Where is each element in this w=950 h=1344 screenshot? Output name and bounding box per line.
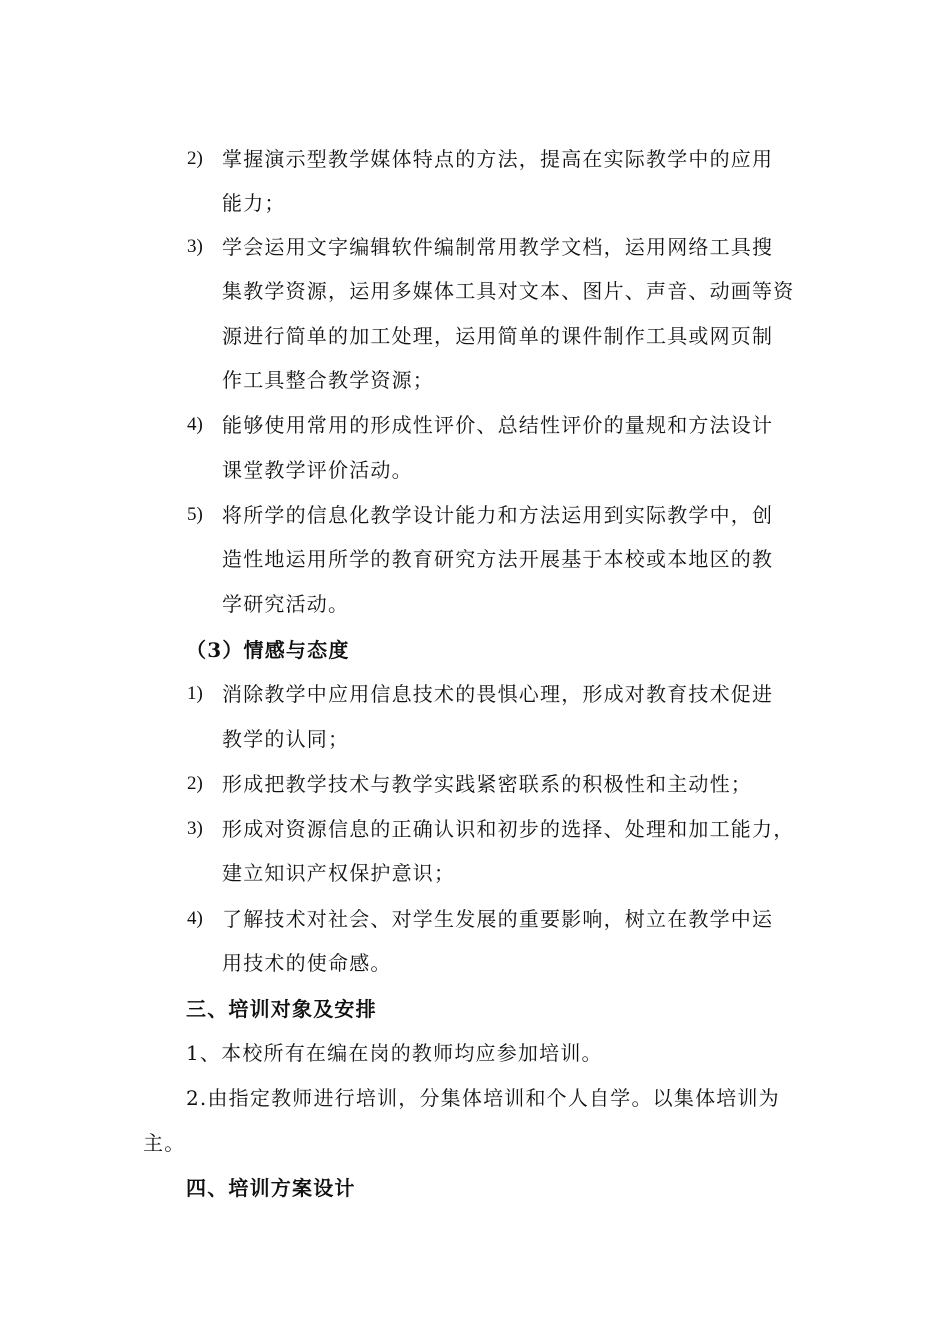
list-item-text: 能够使用常用的形成性评价、总结性评价的量规和方法设计 bbox=[222, 413, 774, 437]
list-number: 3) bbox=[187, 236, 203, 257]
list-item-text: 了解技术对社会、对学生发展的重要影响，树立在教学中运 bbox=[222, 907, 774, 931]
list-item-text: 作工具整合教学资源； bbox=[222, 368, 434, 392]
list-number: 4) bbox=[187, 414, 203, 435]
list-item-text: 用技术的使命感。 bbox=[222, 951, 392, 975]
list-item-text: 掌握演示型教学媒体特点的方法，提高在实际教学中的应用 bbox=[222, 147, 774, 171]
list-number: 5) bbox=[187, 504, 203, 525]
paragraph: 1、本校所有在编在岗的教师均应参加培训。 bbox=[186, 1041, 603, 1065]
list-item-text: 教学的认同； bbox=[222, 727, 350, 751]
list-number: 2) bbox=[187, 773, 203, 794]
list-item-text: 学会运用文字编辑软件编制常用教学文档，运用网络工具搜 bbox=[222, 235, 774, 259]
list-item-text: 消除教学中应用信息技术的畏惧心理，形成对教育技术促进 bbox=[222, 682, 774, 706]
list-number: 1) bbox=[187, 683, 203, 704]
list-item-text: 课堂教学评价活动。 bbox=[222, 458, 413, 482]
section-heading: 三、培训对象及安排 bbox=[186, 997, 377, 1021]
list-item-text: 集教学资源，运用多媒体工具对文本、图片、声音、动画等资 bbox=[222, 279, 795, 303]
list-item-text: 将所学的信息化教学设计能力和方法运用到实际教学中，创 bbox=[222, 503, 774, 527]
list-item-text: 学研究活动。 bbox=[222, 592, 350, 616]
section-heading: 四、培训方案设计 bbox=[186, 1176, 356, 1200]
list-item-text: 形成把教学技术与教学实践紧密联系的积极性和主动性； bbox=[222, 772, 752, 796]
list-item-text: 形成对资源信息的正确认识和初步的选择、处理和加工能力， bbox=[222, 817, 795, 841]
list-number: 2) bbox=[187, 148, 203, 169]
list-number: 4) bbox=[187, 908, 203, 929]
list-item-text: 源进行简单的加工处理，运用简单的课件制作工具或网页制 bbox=[222, 324, 774, 348]
subsection-heading: （3）情感与态度 bbox=[186, 638, 350, 662]
list-item-text: 造性地运用所学的教育研究方法开展基于本校或本地区的教 bbox=[222, 547, 774, 571]
paragraph: 2.由指定教师进行培训，分集体培训和个人自学。以集体培训为 bbox=[186, 1086, 780, 1110]
paragraph-continuation: 主。 bbox=[143, 1131, 186, 1155]
list-item-text: 建立知识产权保护意识； bbox=[222, 861, 456, 885]
list-number: 3) bbox=[187, 818, 203, 839]
list-item-text: 能力； bbox=[222, 191, 286, 215]
